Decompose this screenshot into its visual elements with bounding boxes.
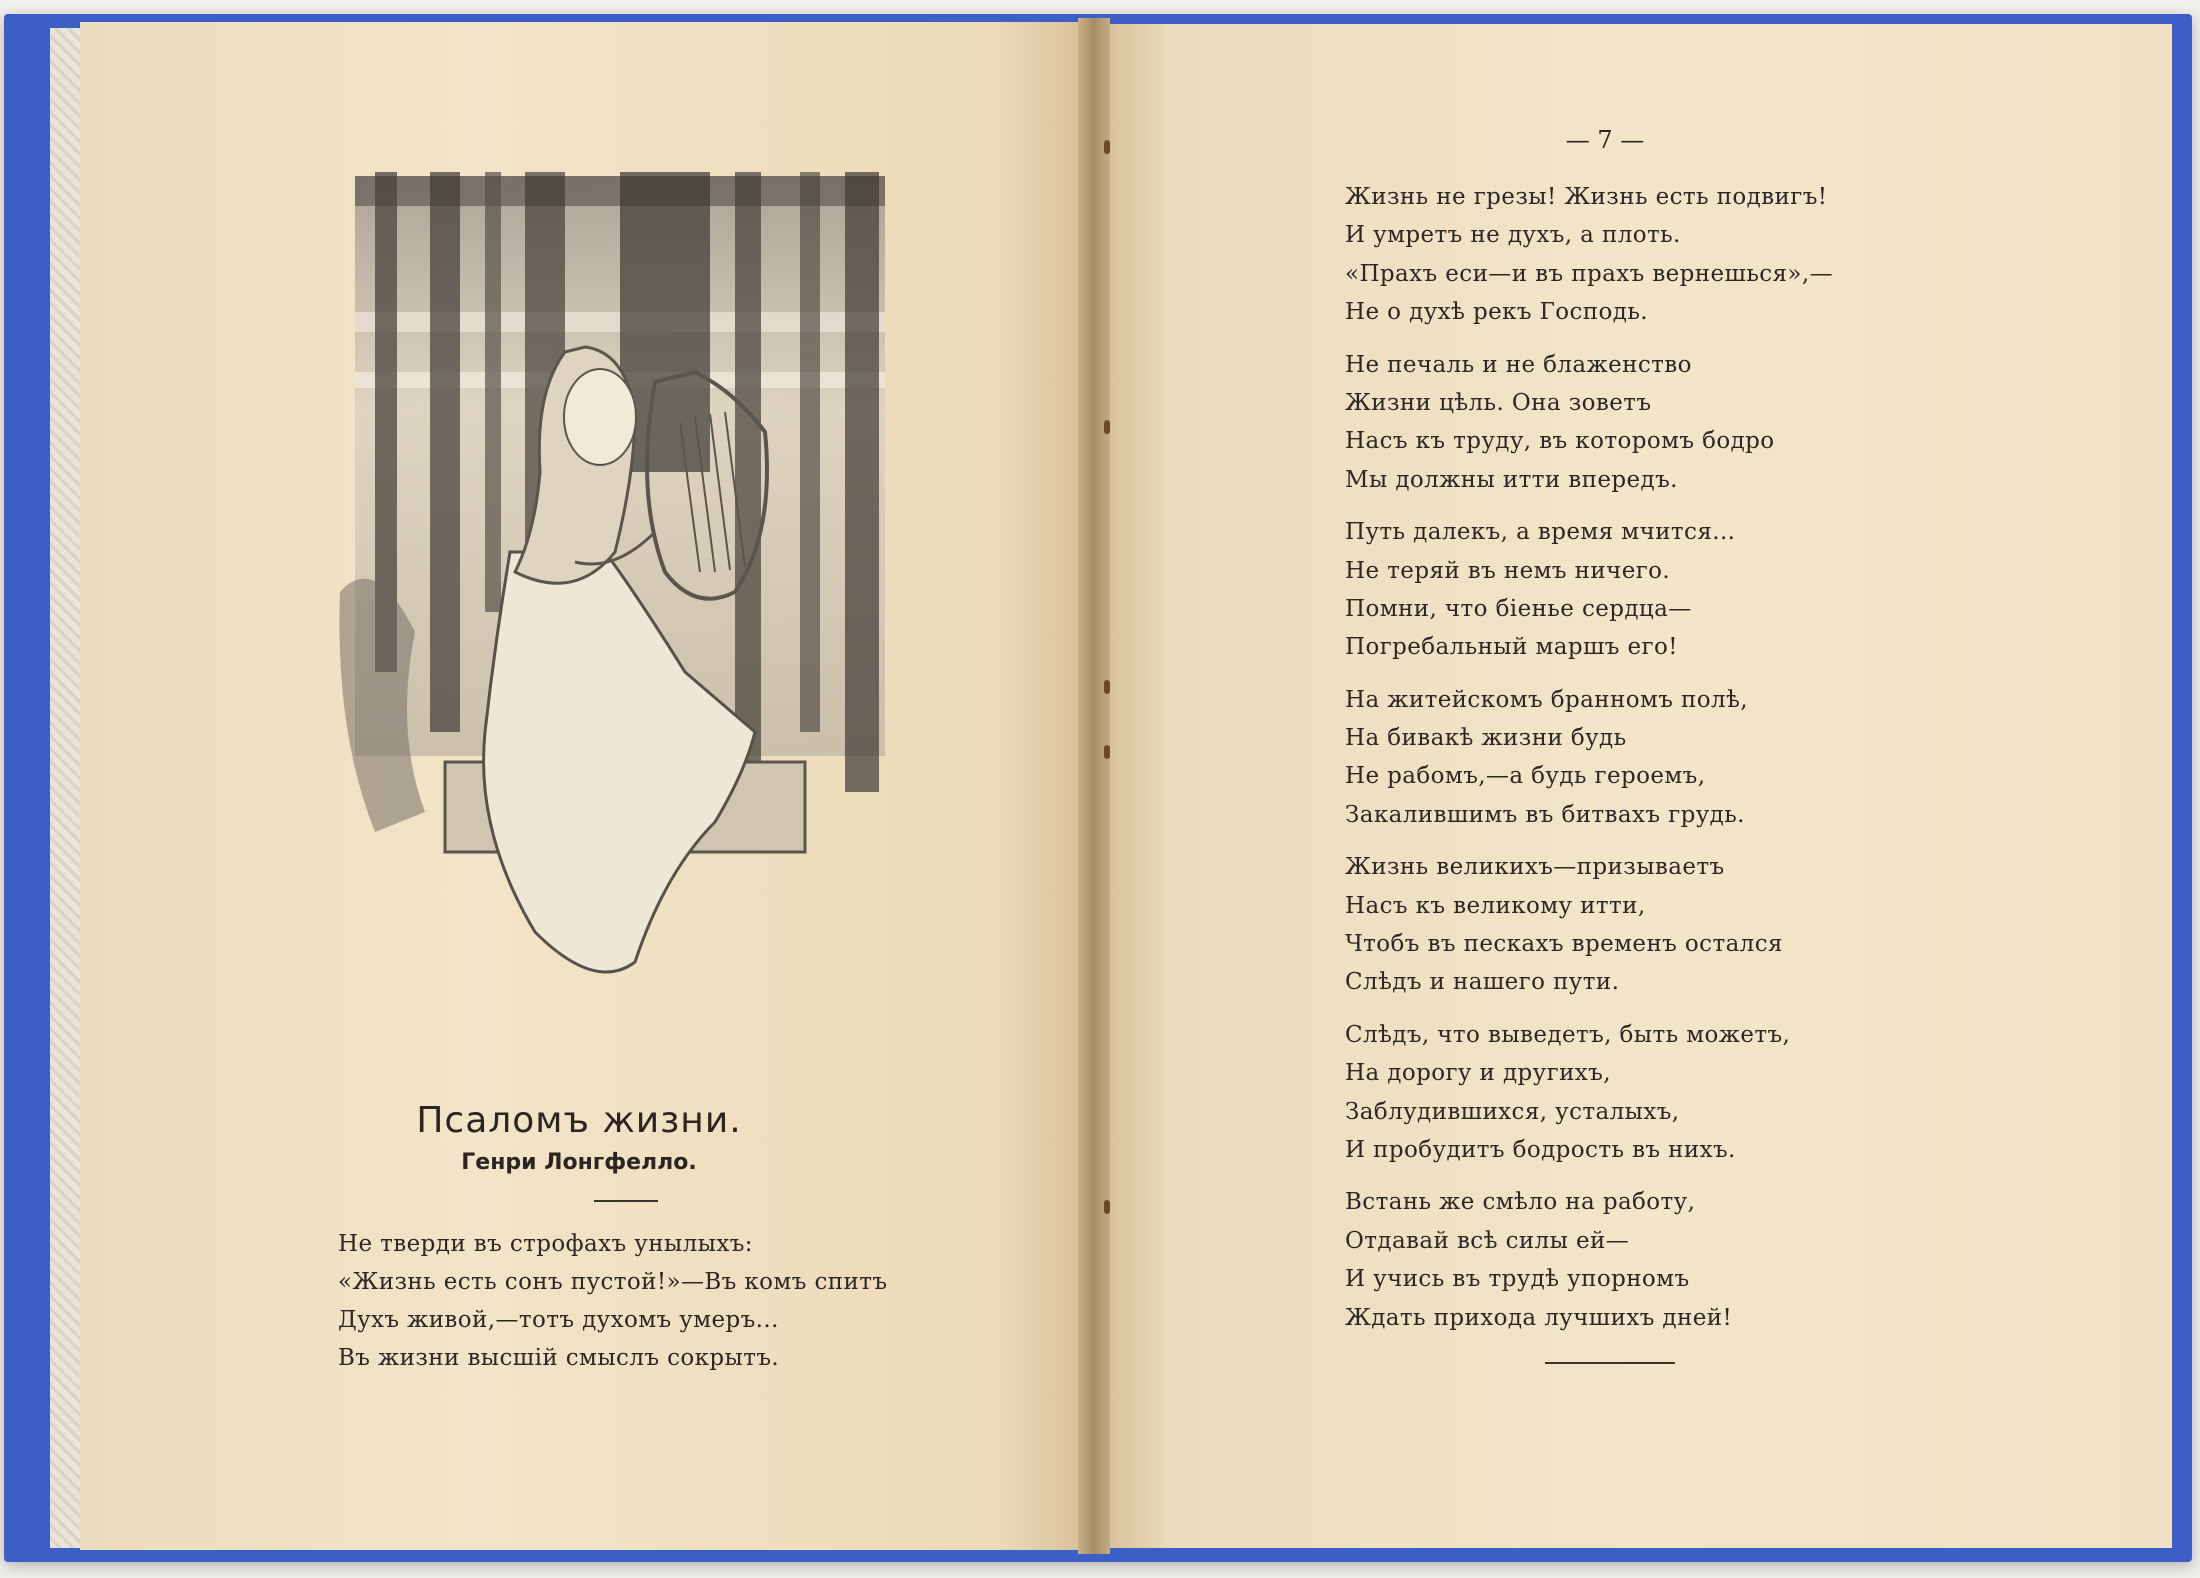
poem-line: И пробудитъ бодрость въ нихъ.	[1345, 1136, 1736, 1163]
poem-line: Слѣдъ и нашего пути.	[1345, 969, 1620, 996]
stanza	[1345, 178, 1905, 332]
poem-line: Не теряй въ немъ ничего.	[1345, 557, 1671, 584]
page-number: — 7 —	[1565, 126, 1645, 154]
poem-line: Жизнь не грезы! Жизнь есть подвигъ!	[1345, 184, 1828, 210]
poem-line: Духъ живой,—тотъ духомъ умеръ...	[338, 1307, 779, 1333]
binding-stitch	[1104, 1200, 1110, 1214]
left-stanza	[338, 1225, 887, 1377]
stanza	[1345, 346, 1905, 500]
poem-line: Не тверди въ строфахъ унылыхъ:	[338, 1231, 753, 1257]
poem-line: Слѣдъ, что выведетъ, быть можетъ,	[1345, 1021, 1791, 1048]
poem-line: Не печаль и не блаженство	[1345, 351, 1692, 378]
poem-line: Закалившимъ въ битвахъ грудь.	[1345, 801, 1745, 828]
poem-title: Псаломъ жизни.	[416, 1100, 742, 1141]
poem-author: Генри Лонгфелло.	[461, 1150, 697, 1175]
binding-stitch	[1104, 140, 1110, 154]
book-gutter	[1078, 18, 1110, 1554]
poem-line: «Жизнь есть сонъ пустой!»—Въ комъ спитъ	[338, 1269, 888, 1295]
poem-line: Встань же смѣло на работу,	[1345, 1189, 1696, 1216]
stanza	[1345, 681, 1905, 835]
poem-line: Насъ къ труду, въ которомъ бодро	[1345, 428, 1775, 455]
stanza	[1345, 1183, 1905, 1337]
poem-line: На житейскомъ бранномъ полѣ,	[1345, 686, 1748, 713]
poem-line: Путь далекъ, а время мчится...	[1345, 519, 1736, 546]
binding-stitch	[1104, 420, 1110, 434]
poem-line: Жизни цѣль. Она зоветъ	[1345, 389, 1652, 416]
stanza	[1345, 848, 1905, 1002]
poem-line: Ждать прихода лучшихъ дней!	[1345, 1304, 1733, 1331]
poem-line: И учись въ трудѣ упорномъ	[1345, 1266, 1690, 1293]
stanza	[1345, 513, 1905, 667]
poem-line: На бивакѣ жизни будь	[1345, 725, 1627, 752]
right-page-poem	[1345, 178, 1905, 1351]
stanza	[1345, 1016, 1905, 1170]
poem-line: «Прахъ еси—и въ прахъ вернешься»,—	[1345, 260, 1834, 287]
poem-line: Чтобъ въ пескахъ временъ остался	[1345, 931, 1783, 958]
poem-line: Помни, что біенье сердца—	[1345, 595, 1692, 622]
poem-line: Не рабомъ,—а будь героемъ,	[1345, 763, 1706, 790]
poem-line: Жизнь великихъ—призываетъ	[1345, 854, 1725, 881]
poem-line: Погребальный маршъ его!	[1345, 634, 1678, 661]
poem-line: Отдавай всѣ силы ей—	[1345, 1227, 1630, 1254]
poem-line: Въ жизни высшій смыслъ сокрытъ.	[338, 1345, 780, 1371]
poem-line: И умретъ не духъ, а плоть.	[1345, 222, 1681, 249]
title-divider	[594, 1200, 658, 1202]
end-divider	[1545, 1362, 1675, 1364]
lyre-player-illustration-icon	[335, 172, 895, 1052]
binding-stitch	[1104, 745, 1110, 759]
poem-line: На дорогу и другихъ,	[1345, 1060, 1611, 1087]
poem-line: Насъ къ великому итти,	[1345, 892, 1646, 919]
poem-line: Заблудившихся, усталыхъ,	[1345, 1098, 1680, 1125]
poem-line: Не о духѣ рекъ Господь.	[1345, 299, 1648, 326]
poem-line: Мы должны итти впередъ.	[1345, 466, 1678, 493]
binding-stitch	[1104, 680, 1110, 694]
